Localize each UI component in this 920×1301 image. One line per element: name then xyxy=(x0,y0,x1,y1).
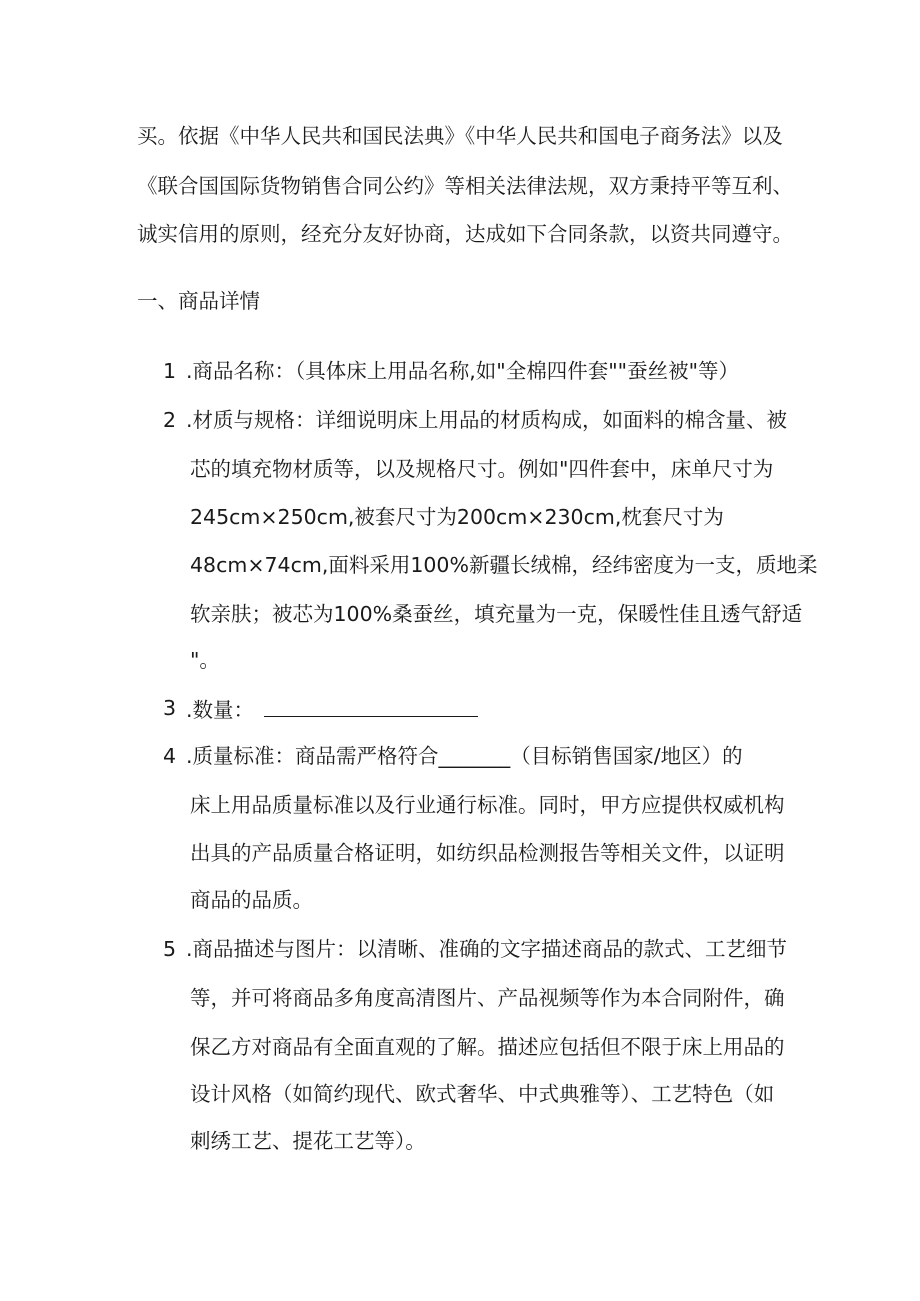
item-2-line-6: "。 xyxy=(190,648,220,672)
item-3-number: 3 xyxy=(163,696,177,720)
item-5-number: 5 xyxy=(163,937,177,961)
item-2-line-2: 芯的填充物材质等，以及规格尺寸。例如"四件套中，床单尺寸为 xyxy=(190,457,774,481)
section-heading: 一、商品详情 xyxy=(137,289,260,313)
item-4-number: 4 xyxy=(163,744,177,768)
intro-line-1: 买。依据《中华人民共和国民法典》《中华人民共和国电子商务法》以及 xyxy=(137,124,783,148)
item-4-line-1: .质量标准：商品需严格符合_______（目标销售国家/地区）的 xyxy=(186,744,743,768)
item-5-line-3: 保乙方对商品有全面直观的了解。描述应包括但不限于床上用品的 xyxy=(190,1035,785,1059)
item-2-line-5: 软亲肤；被芯为100%桑蚕丝，填充量为一克，保暖性佳且透气舒适 xyxy=(190,602,803,626)
item-2-line-1: .材质与规格：详细说明床上用品的材质构成，如面料的棉含量、被 xyxy=(186,408,788,432)
intro-line-3: 诚实信用的原则，经充分友好协商，达成如下合同条款，以资共同遵守。 xyxy=(137,222,793,246)
item-1-line-1: .商品名称：（具体床上用品名称,如"全棉四件套""蚕丝被"等） xyxy=(186,359,739,383)
item-4-line-2: 床上用品质量标准以及行业通行标准。同时，甲方应提供权威机构 xyxy=(190,793,785,817)
item-4-line-4: 商品的品质。 xyxy=(190,888,313,912)
quantity-blank xyxy=(264,694,478,717)
item-3-label: .数量： xyxy=(186,698,255,722)
item-2-line-4: 48cm×74cm,面料采用100%新疆长绒棉，经纬密度为一支，质地柔 xyxy=(190,553,818,577)
intro-line-2: 《联合国国际货物销售合同公约》等相关法律法规，双方秉持平等互利、 xyxy=(137,174,793,198)
item-2-line-3: 245cm×250cm,被套尺寸为200cm×230cm,枕套尺寸为 xyxy=(190,505,724,529)
item-5-line-4: 设计风格（如简约现代、欧式奢华、中式典雅等）、工艺特色（如 xyxy=(190,1082,775,1106)
item-1-number: 1 xyxy=(163,359,177,383)
item-2-number: 2 xyxy=(163,408,177,432)
item-4-line-3: 出具的产品质量合格证明，如纺织品检测报告等相关文件，以证明 xyxy=(190,841,785,865)
item-5-line-5: 刺绣工艺、提花工艺等）。 xyxy=(190,1129,426,1153)
item-5-line-2: 等，并可将商品多角度高清图片、产品视频等作为本合同附件，确 xyxy=(190,986,785,1010)
item-5-line-1: .商品描述与图片：以清晰、准确的文字描述商品的款式、工艺细节 xyxy=(186,937,788,961)
item-3-line xyxy=(186,694,478,724)
